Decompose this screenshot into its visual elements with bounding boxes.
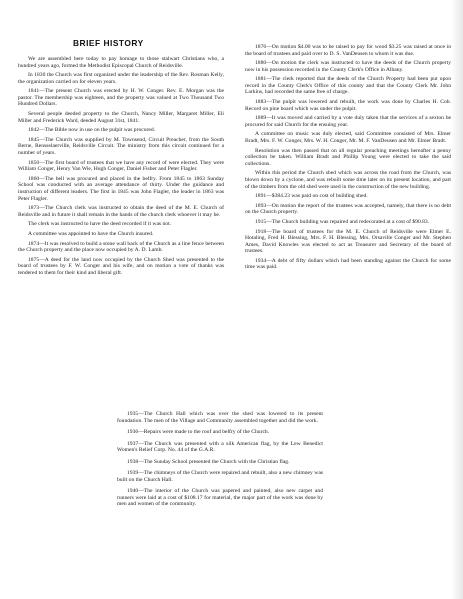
- history-paragraph: 1880—On motion the clerk was instructed to have the deeds of the Church property now in his possession recorded in the County Clerk's Office in Albany.: [245, 60, 451, 73]
- history-paragraph: 1889—It was moved and carried by a vote duly taken that the services of a sexton be procured for said Church for the ensuing year.: [245, 115, 451, 128]
- history-paragraph: 1874—It was resolved to build a stone wall back of the Church as a line fence between the Church property and the place now occupied by A. D. Lamb.: [18, 240, 224, 254]
- page-title: BRIEF HISTORY: [73, 38, 144, 48]
- history-paragraph: 1915—The Church building was repaired and redecorated at a cost of $90.83.: [255, 218, 430, 225]
- page-edge-shadow: [451, 0, 463, 599]
- history-paragraph: 1841—The present Church was erected by H. W. Conger. Rev. E. Morgan was the pastor. The membership was eighteen, and the property was valued at Two Thousand Two Hundred Dollars.: [18, 88, 224, 108]
- history-paragraph: Within this period the Church shed which was across the road from the Church, was blown down by a cyclone, and was rebuilt some time later on its present location, and part of the timbers from the old shed were used in the construction of the new building.: [245, 170, 451, 190]
- history-paragraph: The clerk was instructed to have the deed recorded if it was not.: [28, 221, 172, 228]
- history-paragraph: 1842—The Bible now in use on the pulpit was procured.: [28, 127, 156, 134]
- history-paragraph: In 1830 the Church was first organized under the leadership of the Rev. Rosman Kelly, the organization carried on for eleven years.: [18, 72, 224, 85]
- history-paragraph: 1938—The Sunday School presented the Church with the Christian flag.: [127, 458, 290, 465]
- history-paragraph: 1935—The Church Hall which was over the shed was lowered to its present foundation. The men of the Village and Community assembled together and did the work.: [117, 411, 323, 424]
- history-paragraph: 1940—The interior of the Church was papered and painted, also new carpet and runners were laid at a cost of $108.17 for material, the major part of the work was done by men and women of the community.: [117, 488, 323, 508]
- history-paragraph: 1883—The pulpit was lowered and rebuilt, the work was done by Charles H. Cob. Record on pine board which was under the pulpit.: [245, 99, 451, 112]
- history-paragraph: 1936—Repairs were made to the roof and belfry of the Church.: [127, 429, 270, 436]
- right-column: [245, 44, 451, 274]
- history-paragraph: 1850—The first board of trustees that we have any record of were elected. They were William Conger, Henry Van Wie, Hugh Conger, Daniel Fisher and Peter Flagler.: [18, 159, 224, 173]
- history-paragraph: 1937—The Church was presented with a silk American flag, by the Lew Benedict Women's Relief Corp. No. 44 of the G.A.R.: [117, 440, 323, 454]
- history-paragraph: 1918—The board of trustees for the M. E. Church of Reidsville were Elmer E. Hotaling, Fred H. Blessing, Mrs. F. H. Blessing, Mrs. Orsaville Conger and Mr. Stephen Ames, David Knowles was elected to act as Treasurer and Secretary of the board of trustees.: [245, 228, 451, 255]
- left-column: [18, 56, 224, 280]
- history-paragraph: We are assembled here today to pay homage to those stalwart Christians who, a hundred years ago, formed the Methodist Episcopal Church of Reidsville.: [18, 56, 224, 69]
- history-paragraph: 1876—On motion $4.00 was to be raised to pay for wood $3.25 was raised at once in the board of trustees and paid over to D. S. VanDeusen to whom it was due.: [245, 44, 451, 57]
- history-paragraph: 1860—The bell was procured and placed in the belfry. From 1845 to 1863 Sunday School was conducted with an average attendance of thirty. Under the guidance and instruction of different leaders. The first in 1845 was John Flagler, the leader in 1863 was Peter Flagler.: [18, 175, 224, 202]
- history-paragraph: 1881—The clerk reported that the deeds of the Church Property had been put upon record in the County Clerk's Office of this county and that the County Clerk Mr. John Larkins, had recorded the same free of charge.: [245, 76, 451, 96]
- history-paragraph: 1934—A debt of fifty dollars which had been standing against the Church for some time was paid.: [245, 257, 451, 271]
- history-paragraph: 1939—The chimneys of the Church were repaired and rebuilt, also a new chimney was built on the Church Hall.: [117, 470, 323, 483]
- history-paragraph: Several people deeded property to the Church, Nancy Miller, Margaret Miller, Eli Miller and Frederick Ward, deeded August 31st, 1841.: [18, 111, 224, 124]
- history-paragraph: 1891—$384.23 was paid on cost of building shed.: [255, 193, 368, 200]
- history-paragraph: 1875—A deed for the land now occupied by the Church Shed was presented to the board of trustees by F. W. Conger and his wife, and on motion a vote of thanks was tendered to them for their kind and liberal gift.: [18, 256, 224, 276]
- history-paragraph: Resolution was then passed that on all regular preaching meetings hereafter a penny collection be taken. William Bradt and Phillip Young were elected to take the said collections.: [245, 147, 451, 167]
- bottom-column: [117, 411, 323, 513]
- history-paragraph: 1845—The Church was supplied by M. Townsend, Circuit Preacher, from the South Berne, Rensselaerville, Reidsville Circuit. The ministry from this circuit continued for a number of years.: [18, 136, 224, 157]
- history-paragraph: A committee on music was duly elected, said Committee consisted of Mrs. Elmer Bradt, Mrs. F. W. Conger, Mrs. W. H. Conger, Mr. M. F. VanDeusen and Mr. Elmer Bradt.: [245, 131, 451, 145]
- history-paragraph: 1873—The Church clerk was instructed to obtain the deed of the M. E. Church of Reidsville and in future it shall remain in the hands of the church clerk whoever it may be.: [18, 205, 224, 218]
- history-paragraph: A committee was appointed to have the Church insured.: [28, 230, 154, 237]
- history-paragraph: 1893—On motion the report of the trustees was accepted, namely, that there is no debt on the Church property.: [245, 202, 451, 216]
